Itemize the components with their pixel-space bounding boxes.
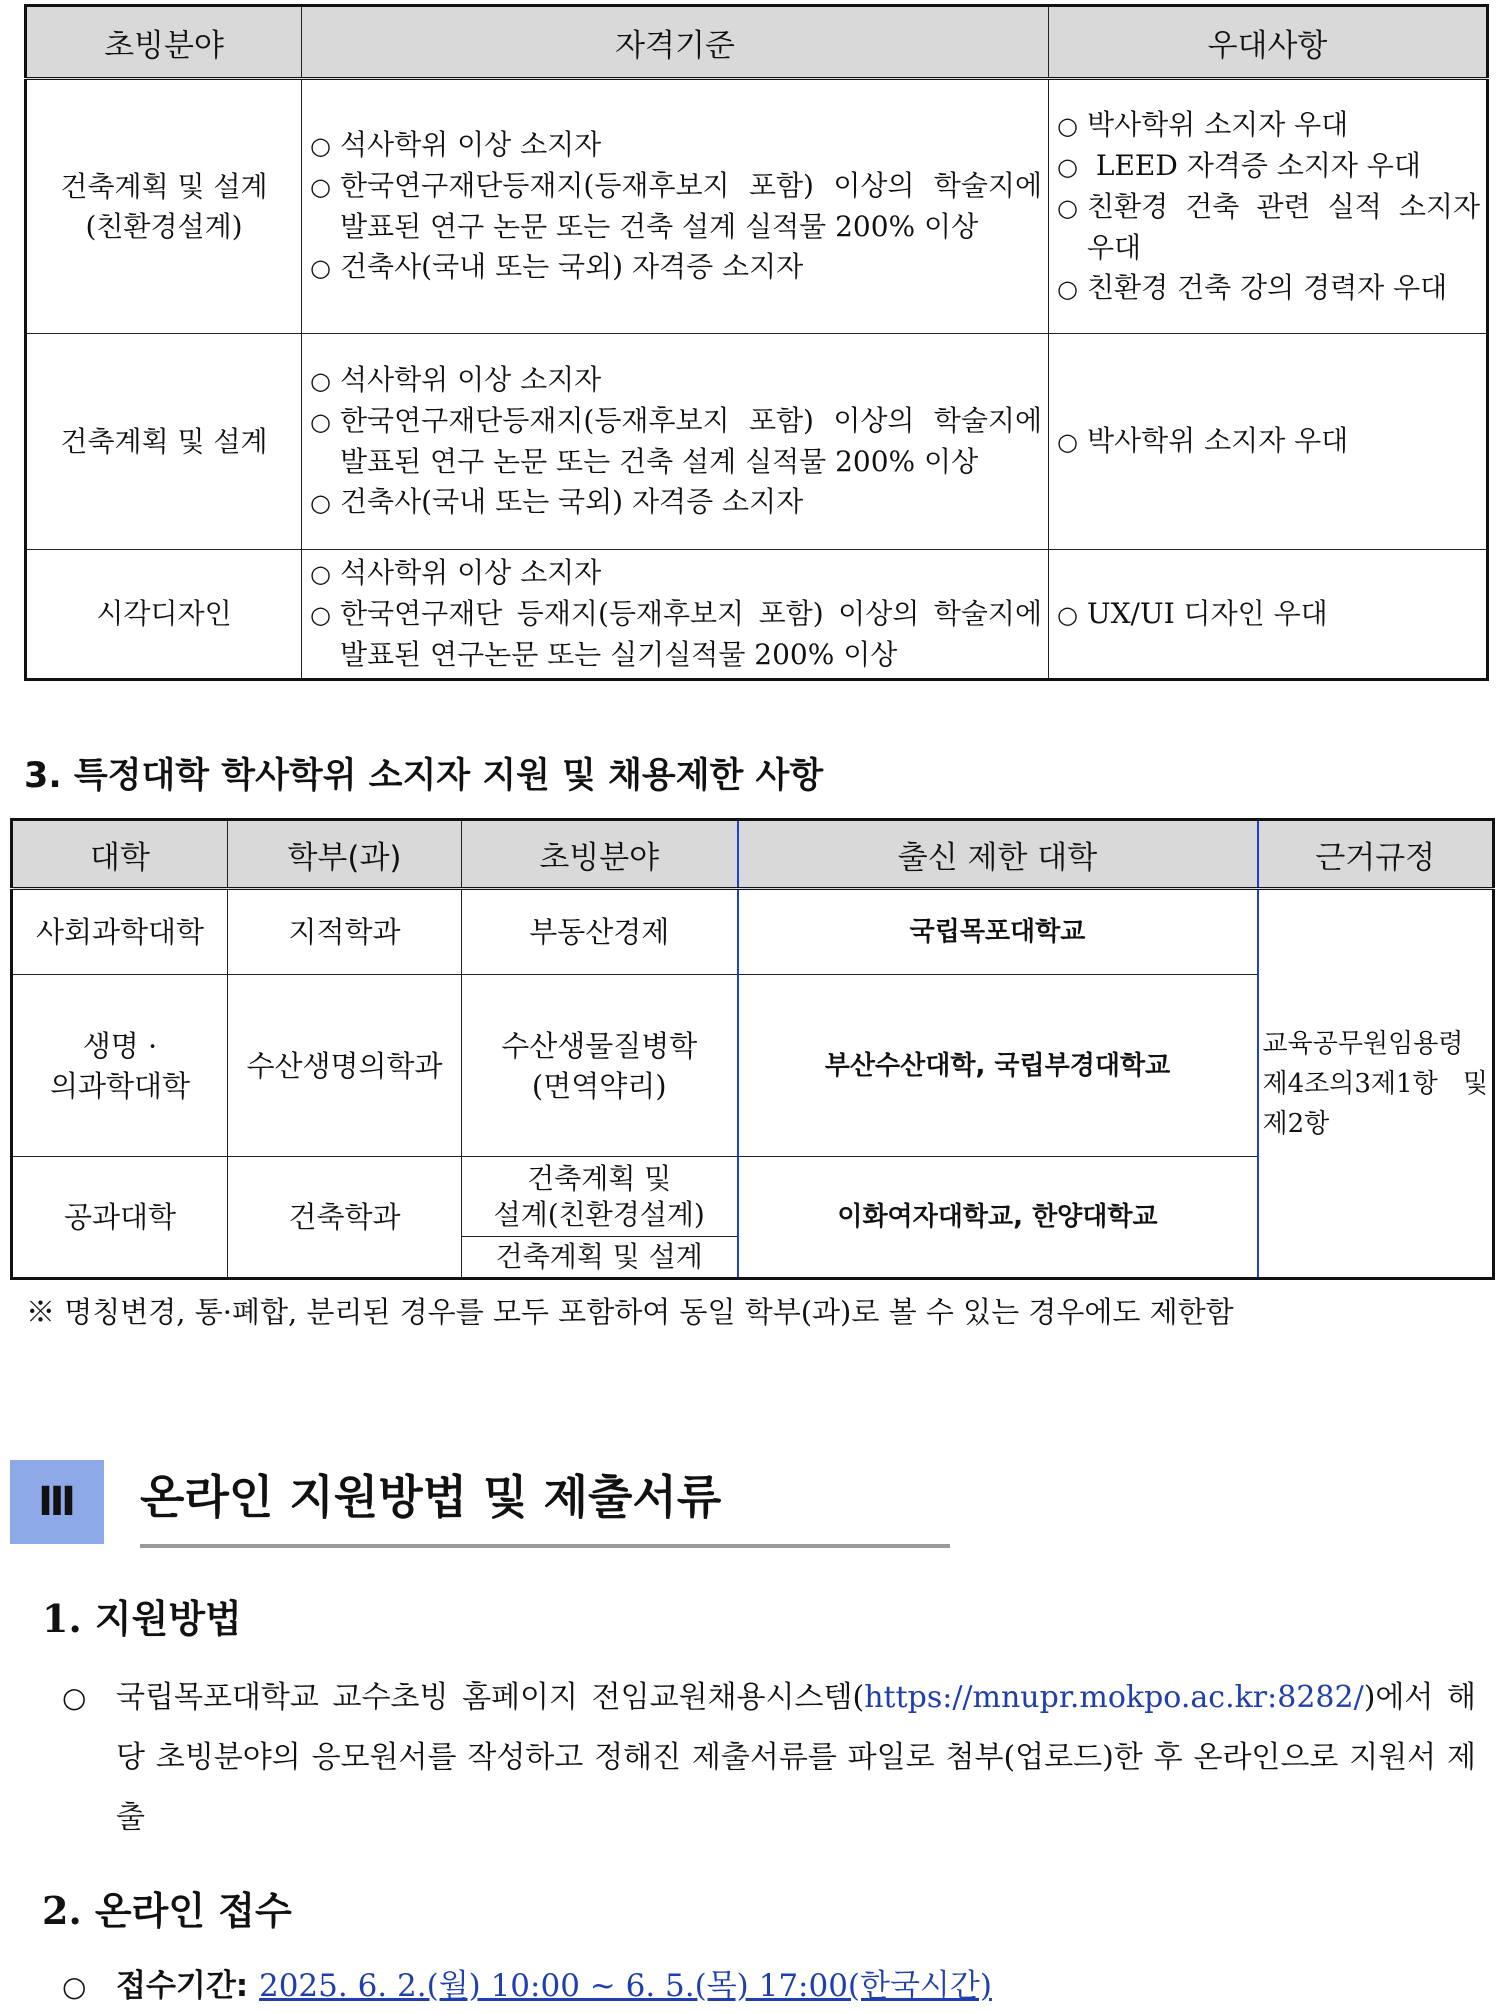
- list-item: ○ 한국연구재단등재지(등재후보지 포함) 이상의 학술지에 발표된 연구 논문 또는 건축 설계 실적물 200% 이상: [310, 166, 1042, 247]
- preferences-cell: [1049, 550, 1488, 680]
- qualification-header-row: [26, 6, 1488, 79]
- restricted-cell: 이화여자대학교, 한양대학교: [738, 1157, 1258, 1279]
- dept-cell: 건축학과: [228, 1157, 462, 1279]
- field-cell: 건축계획 및 설계(친환경설계): [462, 1157, 738, 1237]
- reception-period-paragraph: [62, 1960, 992, 2005]
- list-item: ○ 석사학위 이상 소지자: [310, 553, 1042, 594]
- field-line: (친환경설계): [85, 209, 243, 243]
- criteria-cell: [302, 334, 1049, 550]
- section-title: 온라인 지원방법 및 제출서류: [140, 1470, 722, 1524]
- header-criteria: 자격기준: [302, 6, 1049, 79]
- college-cell: 생명 · 의과학대학: [12, 975, 228, 1157]
- college-cell: 공과대학: [12, 1157, 228, 1279]
- header-dept: 학부(과): [228, 820, 462, 889]
- list-item: ○ 석사학위 이상 소지자: [310, 360, 1042, 401]
- text-after: )에서 해당 초빙분야의 응모원서를 작성하고 정해진 제출서류를 파일로 첨부(업로드)한 후 온라인으로 지원서 제출: [116, 1680, 1476, 1835]
- field-cell: 수산생물질병학 (면역약리): [462, 975, 738, 1157]
- field-cell: [26, 334, 302, 550]
- list-item: ○ 친환경 건축 강의 경력자 우대: [1057, 268, 1480, 309]
- list-item: ○ 건축사(국내 또는 국외) 자격증 소지자: [310, 247, 1042, 288]
- table-row: [26, 79, 1488, 334]
- paragraph-text: [116, 1668, 1476, 1848]
- subsection-heading: 2. 온라인 접수: [42, 1888, 292, 1933]
- criteria-cell: [302, 79, 1049, 334]
- header-field: 초빙분야: [462, 820, 738, 889]
- header-restricted: 출신 제한 대학: [738, 820, 1258, 889]
- field-cell: 부동산경제: [462, 889, 738, 975]
- header-basis: 근거규정: [1258, 820, 1494, 889]
- field-cell: [26, 550, 302, 680]
- restricted-cell: 국립목포대학교: [738, 889, 1258, 975]
- preferences-cell: [1049, 334, 1488, 550]
- subsection-heading: 1. 지원방법: [42, 1596, 242, 1641]
- application-method-paragraph: [62, 1668, 1476, 1848]
- list-item: ○ 한국연구재단등재지(등재후보지 포함) 이상의 학술지에 발표된 연구 논문 또는 건축 설계 실적물 200% 이상: [310, 401, 1042, 482]
- list-item: ○ 건축사(국내 또는 국외) 자격증 소지자: [310, 482, 1042, 523]
- period-value: 2025. 6. 2.(월) 10:00 ~ 6. 5.(목) 17:00(한국시간): [258, 1968, 992, 2004]
- list-item: ○ 박사학위 소지자 우대: [1057, 105, 1480, 146]
- basis-cell: 교육공무원임용령 제4조의3제1항 및 제2항: [1258, 889, 1494, 1279]
- qualification-table: [24, 4, 1489, 681]
- header-preferences: 우대사항: [1049, 6, 1488, 79]
- list-item: ○ 박사학위 소지자 우대: [1057, 421, 1480, 462]
- section-rule: [140, 1544, 950, 1548]
- college-cell: 사회과학대학: [12, 889, 228, 975]
- dept-cell: 수산생명의학과: [228, 975, 462, 1157]
- bullet-icon: ○: [62, 1681, 87, 1714]
- list-item: ○ UX/UI 디자인 우대: [1057, 594, 1480, 635]
- list-item: ○ 석사학위 이상 소지자: [310, 125, 1042, 166]
- text-before: 국립목포대학교 교수초빙 홈페이지 전임교원채용시스템(: [116, 1680, 865, 1715]
- section-number-badge: Ⅲ: [10, 1460, 104, 1544]
- dept-cell: 지적학과: [228, 889, 462, 975]
- list-item: ○ LEED 자격증 소지자 우대: [1057, 146, 1480, 187]
- header-field: 초빙분야: [26, 6, 302, 79]
- recruitment-system-link[interactable]: https://mnupr.mokpo.ac.kr:8282/: [864, 1680, 1364, 1715]
- restriction-table: [10, 818, 1495, 1280]
- table-row: [26, 334, 1488, 550]
- table-row: [12, 889, 1494, 975]
- field-line: 시각디자인: [96, 597, 232, 630]
- criteria-cell: [302, 550, 1049, 680]
- restriction-note: ※ 명칭변경, 통·폐합, 분리된 경우를 모두 포함하여 동일 학부(과)로 볼 수 있는 경우에도 제한함: [26, 1295, 1234, 1329]
- period-label: 접수기간:: [116, 1968, 259, 2004]
- field-line: 건축계획 및 설계: [60, 424, 268, 458]
- header-college: 대학: [12, 820, 228, 889]
- list-item: ○ 친환경 건축 관련 실적 소지자 우대: [1057, 187, 1480, 268]
- restriction-header-row: [12, 820, 1494, 889]
- field-cell: 건축계획 및 설계: [462, 1237, 738, 1279]
- restricted-cell: 부산수산대학, 국립부경대학교: [738, 975, 1258, 1157]
- field-line: 건축계획 및 설계: [60, 169, 268, 203]
- table-row: [26, 550, 1488, 680]
- field-cell: [26, 79, 302, 334]
- section-heading: 3. 특정대학 학사학위 소지자 지원 및 채용제한 사항: [24, 756, 824, 796]
- bullet-icon: ○: [62, 1970, 87, 2003]
- preferences-cell: [1049, 79, 1488, 334]
- list-item: ○ 한국연구재단 등재지(등재후보지 포함) 이상의 학술지에 발표된 연구논문 또는 실기실적물 200% 이상: [310, 594, 1042, 675]
